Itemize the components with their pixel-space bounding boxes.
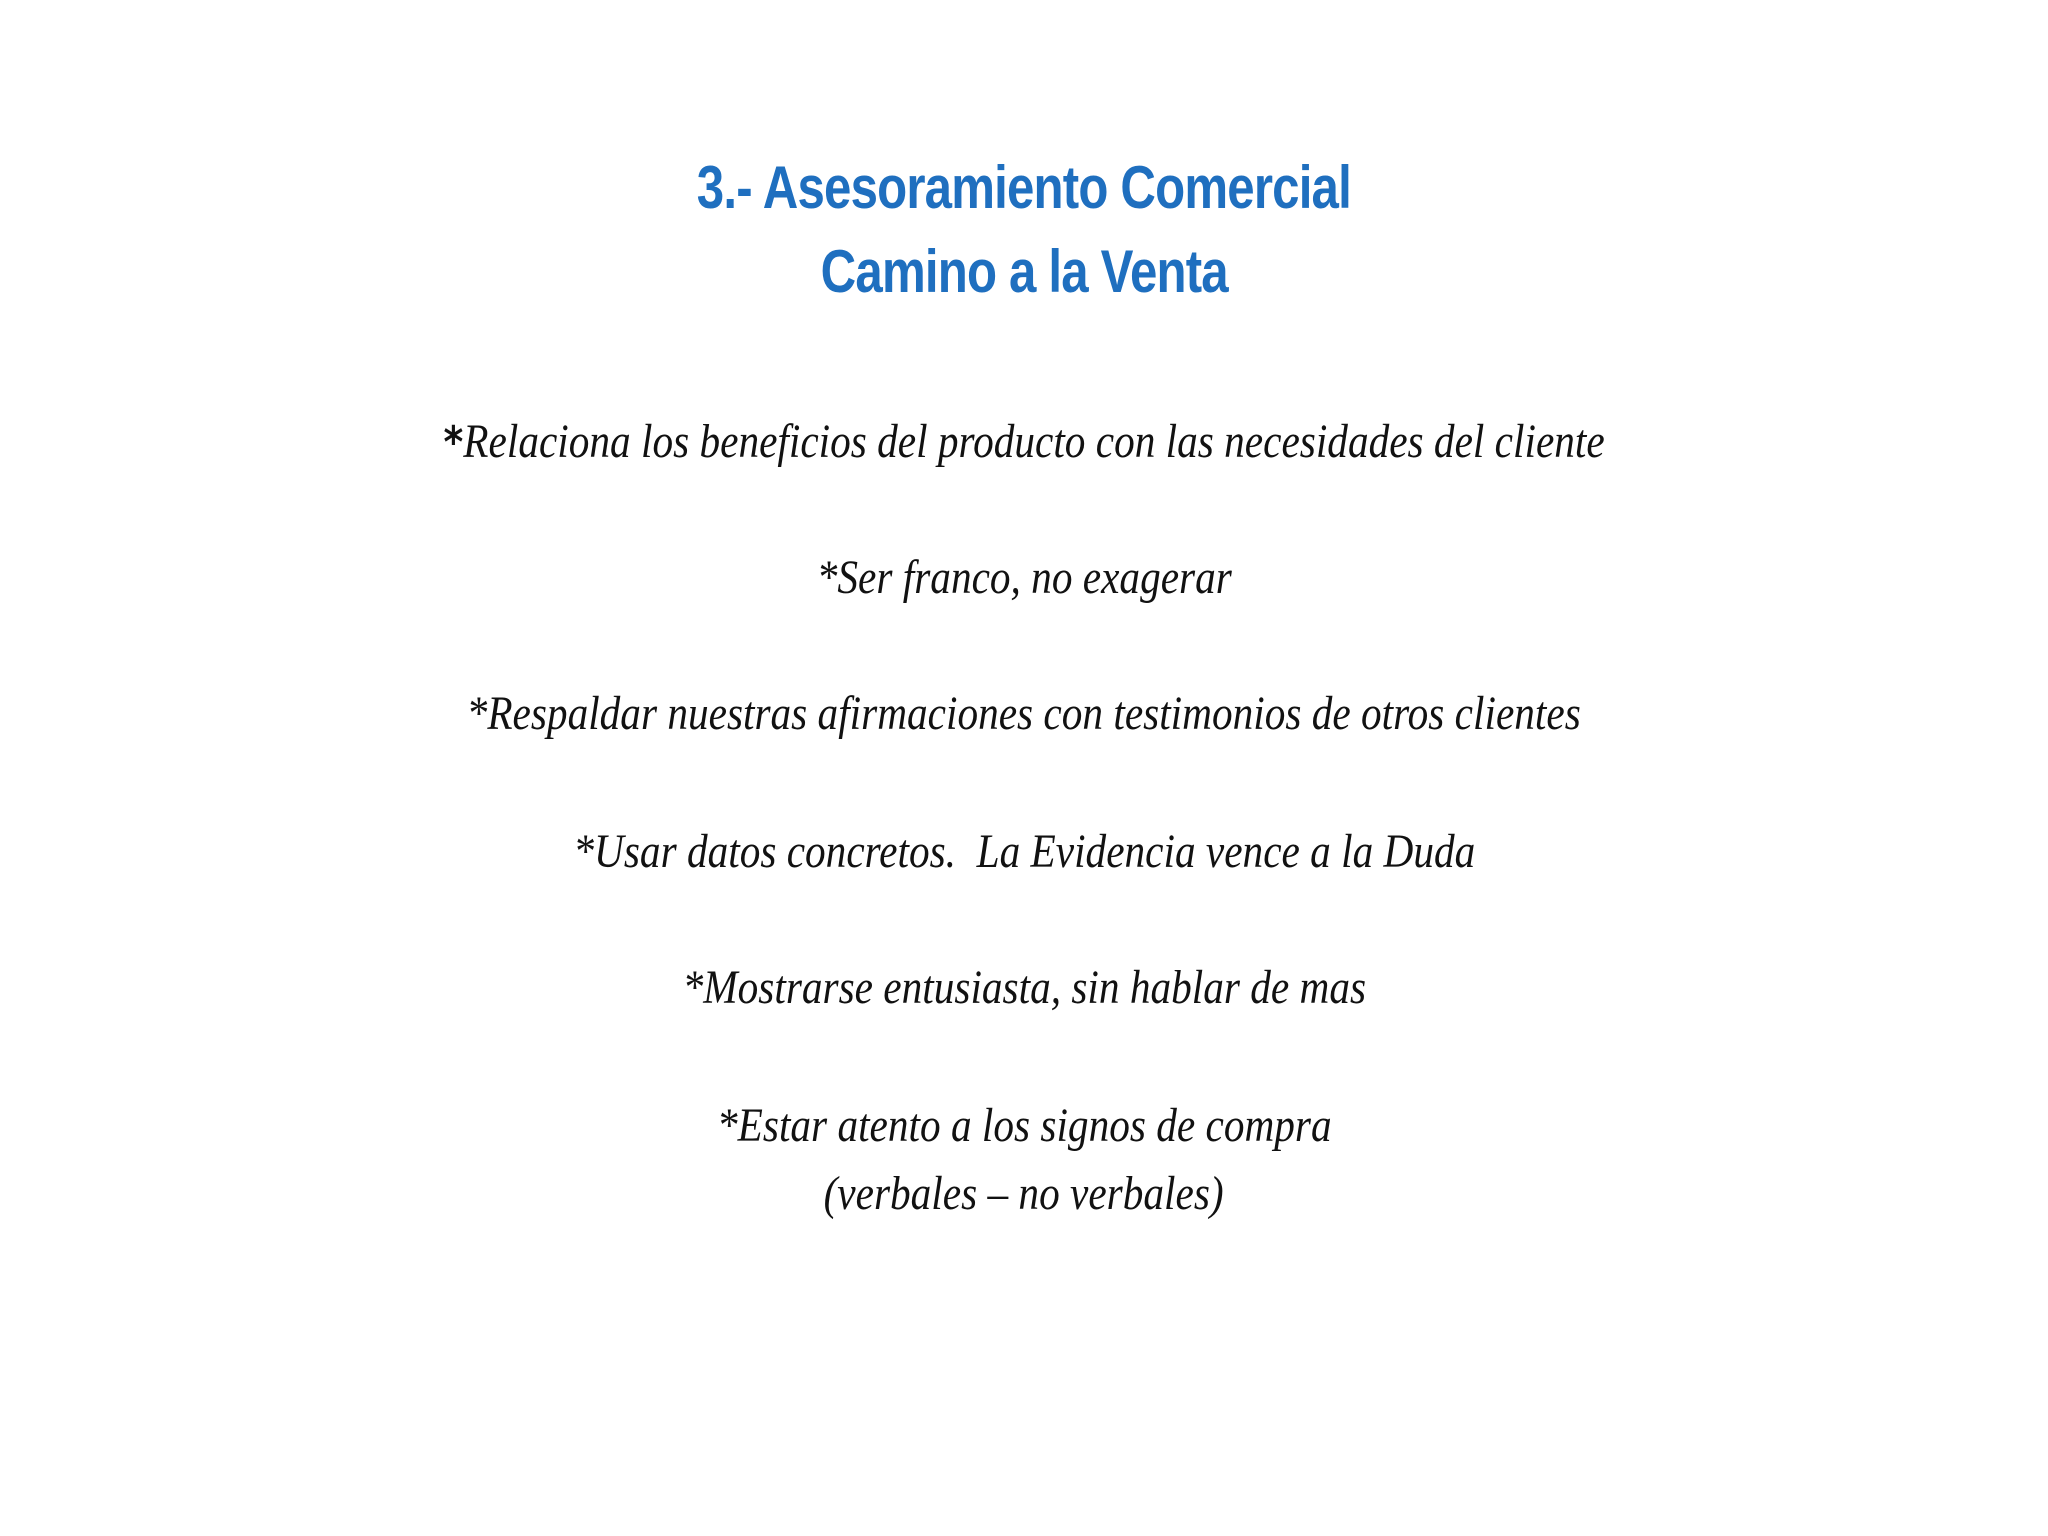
bullet-text: *Estar atento a los signos de compra	[716, 1099, 1332, 1152]
bullet-item	[0, 544, 2048, 612]
bullet-text: *Usar datos concretos. La Evidencia vence a la Duda	[573, 825, 1475, 878]
bullet-asterisk-marker: *	[443, 417, 464, 468]
bullet-item	[0, 954, 2048, 1022]
bullet-item	[0, 680, 2048, 748]
bullet-item	[0, 818, 2048, 886]
bullet-subtext-text: (verbales – no verbales)	[823, 1167, 1225, 1220]
slide-subtitle	[0, 232, 2048, 312]
bullet-text: Relaciona los beneficios del producto con las necesidades del cliente	[463, 415, 1605, 468]
bullet-item	[0, 408, 2048, 477]
bullet-text: *Respaldar nuestras afirmaciones con testimonios de otros clientes	[466, 687, 1582, 740]
slide-title	[0, 148, 2048, 228]
bullet-text: *Ser franco, no exagerar	[816, 551, 1232, 604]
bullet-subtext	[0, 1160, 2048, 1228]
bullet-item	[0, 1092, 2048, 1160]
bullet-text: *Mostrarse entusiasta, sin hablar de mas	[682, 961, 1366, 1014]
title-line-2: Camino a la Venta	[820, 238, 1228, 305]
title-line-1: 3.- Asesoramiento Comercial	[696, 154, 1352, 221]
